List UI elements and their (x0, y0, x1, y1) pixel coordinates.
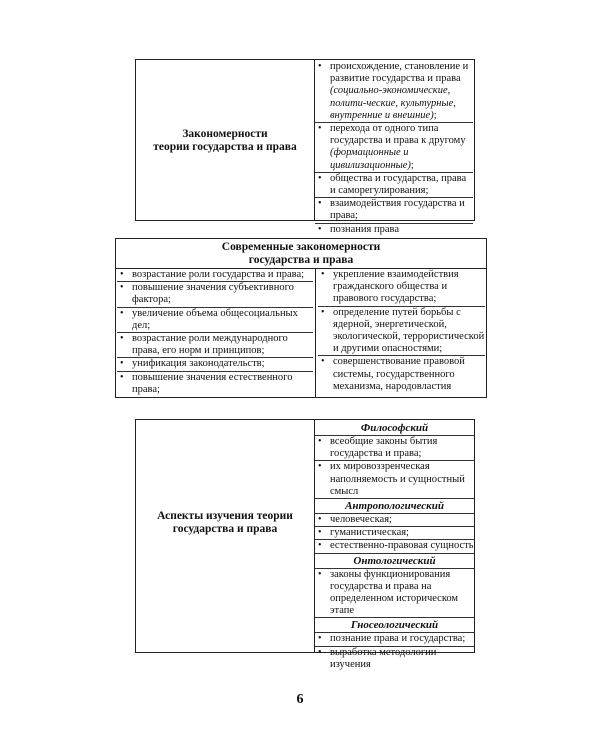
table2-right-cell (318, 269, 485, 393)
bullet-icon: • (318, 123, 322, 135)
bullet-icon: • (318, 633, 322, 645)
item-text: познание права и государства; (330, 633, 466, 645)
bullet-icon: • (120, 333, 124, 345)
table2-title-line2: государства и права (248, 254, 354, 266)
table3-right-cell (315, 421, 474, 671)
table-modern-laws (115, 238, 487, 398)
column-divider (315, 269, 316, 397)
item-text: законы функционирования государства и права на определенном историческом этапе (330, 568, 459, 617)
list-item (318, 307, 485, 357)
list-item (315, 647, 474, 671)
item-text: их мировоззренческая наполняемость и сущностный смысл (330, 461, 465, 497)
table1-title-line1: Закономерности (182, 128, 268, 140)
item-text: взаимодействия государства и права; (330, 198, 465, 222)
table1-right-cell (315, 61, 473, 236)
item-text: возрастание роли международного права, его норм и принципов; (132, 333, 288, 357)
list-item (117, 269, 313, 282)
list-item (117, 333, 313, 358)
table1-left-title (136, 128, 314, 154)
item-text: общества и государства, права и саморегулирования; (330, 172, 467, 197)
section-title-philosophical: Философский (315, 421, 474, 436)
item-text: выработка методологии изучения (330, 646, 437, 670)
table2-right-list (318, 269, 485, 393)
bullet-icon: • (318, 461, 322, 473)
table-study-aspects (135, 419, 475, 670)
item-italic: (социально-экономические, полити-ческие, культурные, внутренние и внешние) (330, 85, 456, 121)
list-item (117, 358, 313, 371)
list-item (318, 269, 485, 307)
list-item (315, 633, 474, 646)
bullet-icon: • (120, 282, 124, 294)
bullet-icon: • (318, 61, 322, 72)
bullet-icon: • (318, 540, 322, 552)
section-list (315, 514, 474, 554)
item-tail: ; (433, 109, 437, 121)
table2-title (116, 241, 486, 269)
bullet-icon: • (120, 371, 124, 383)
list-item (117, 308, 313, 333)
item-text: определение путей борьбы с ядерной, энергетической, экологической, террористической и другими опасностями; (333, 306, 485, 355)
bullet-icon: • (321, 356, 325, 368)
list-item (318, 356, 485, 393)
page-number: 6 (296, 692, 304, 707)
table1-list (315, 61, 473, 236)
item-text: увеличение объема общесоциальных дел; (132, 307, 298, 331)
list-item (117, 282, 313, 307)
list-item (315, 123, 473, 173)
item-text: возрастание роли государства и права; (132, 269, 305, 280)
section-list (315, 436, 474, 499)
section-list (315, 633, 474, 671)
list-item (315, 61, 473, 123)
section-list (315, 569, 474, 619)
list-item (315, 198, 473, 223)
list-item (315, 461, 474, 498)
list-item (315, 173, 473, 198)
table-laws-of-theory (135, 59, 475, 235)
item-text: гуманистическая; (330, 527, 409, 539)
table1-title-line2: теории государства и права (153, 141, 297, 153)
list-item (315, 569, 474, 618)
item-tail: ; (410, 159, 414, 171)
table3-title-line2: государства и права (172, 523, 278, 535)
item-text: познания права (330, 223, 399, 235)
list-item (315, 540, 474, 552)
bullet-icon: • (318, 527, 322, 539)
item-text: естественно-правовая сущность (330, 540, 474, 552)
bullet-icon: • (321, 269, 325, 280)
bullet-icon: • (120, 358, 124, 370)
item-text: укрепление взаимодействия гражданского общества и правового государства; (333, 269, 459, 305)
bullet-icon: • (318, 172, 322, 184)
item-text: совершенствование правовой системы, государственного механизма, народовластия (333, 356, 465, 392)
bullet-icon: • (120, 269, 124, 280)
table3-title-line1: Аспекты изучения теории (157, 510, 293, 522)
item-text: происхождение, становление и развитие государства и права (330, 61, 469, 85)
bullet-icon: • (318, 568, 322, 580)
item-italic: (формационные и цивилизационные) (330, 147, 411, 171)
bullet-icon: • (321, 306, 325, 318)
bullet-icon: • (318, 198, 322, 210)
item-text: повышение значения субъективного фактора; (132, 282, 294, 306)
table2-left-cell (117, 269, 313, 396)
list-item (315, 527, 474, 540)
item-text: всеобщие законы бытия государства и права; (330, 436, 438, 460)
bullet-icon: • (318, 223, 322, 235)
table2-title-line1: Современные закономерности (221, 241, 381, 253)
section-title-epistemological: Гносеологический (315, 618, 474, 633)
bullet-icon: • (318, 436, 322, 447)
section-title-ontological: Онтологический (315, 554, 474, 569)
item-text: перехода от одного типа государства и права к другому (330, 123, 466, 147)
list-item (315, 224, 473, 236)
bullet-icon: • (318, 646, 322, 658)
bullet-icon: • (120, 307, 124, 319)
section-title-anthropological: Антропологический (315, 499, 474, 514)
table3-left-title (136, 510, 314, 536)
list-item (117, 372, 313, 396)
bullet-icon: • (318, 514, 322, 526)
item-text: повышение значения естественного права; (132, 371, 293, 395)
list-item (315, 436, 474, 461)
item-text: человеческая; (330, 514, 392, 526)
table2-left-list (117, 269, 313, 396)
list-item (315, 514, 474, 527)
item-text: унификация законодательств; (132, 358, 265, 370)
